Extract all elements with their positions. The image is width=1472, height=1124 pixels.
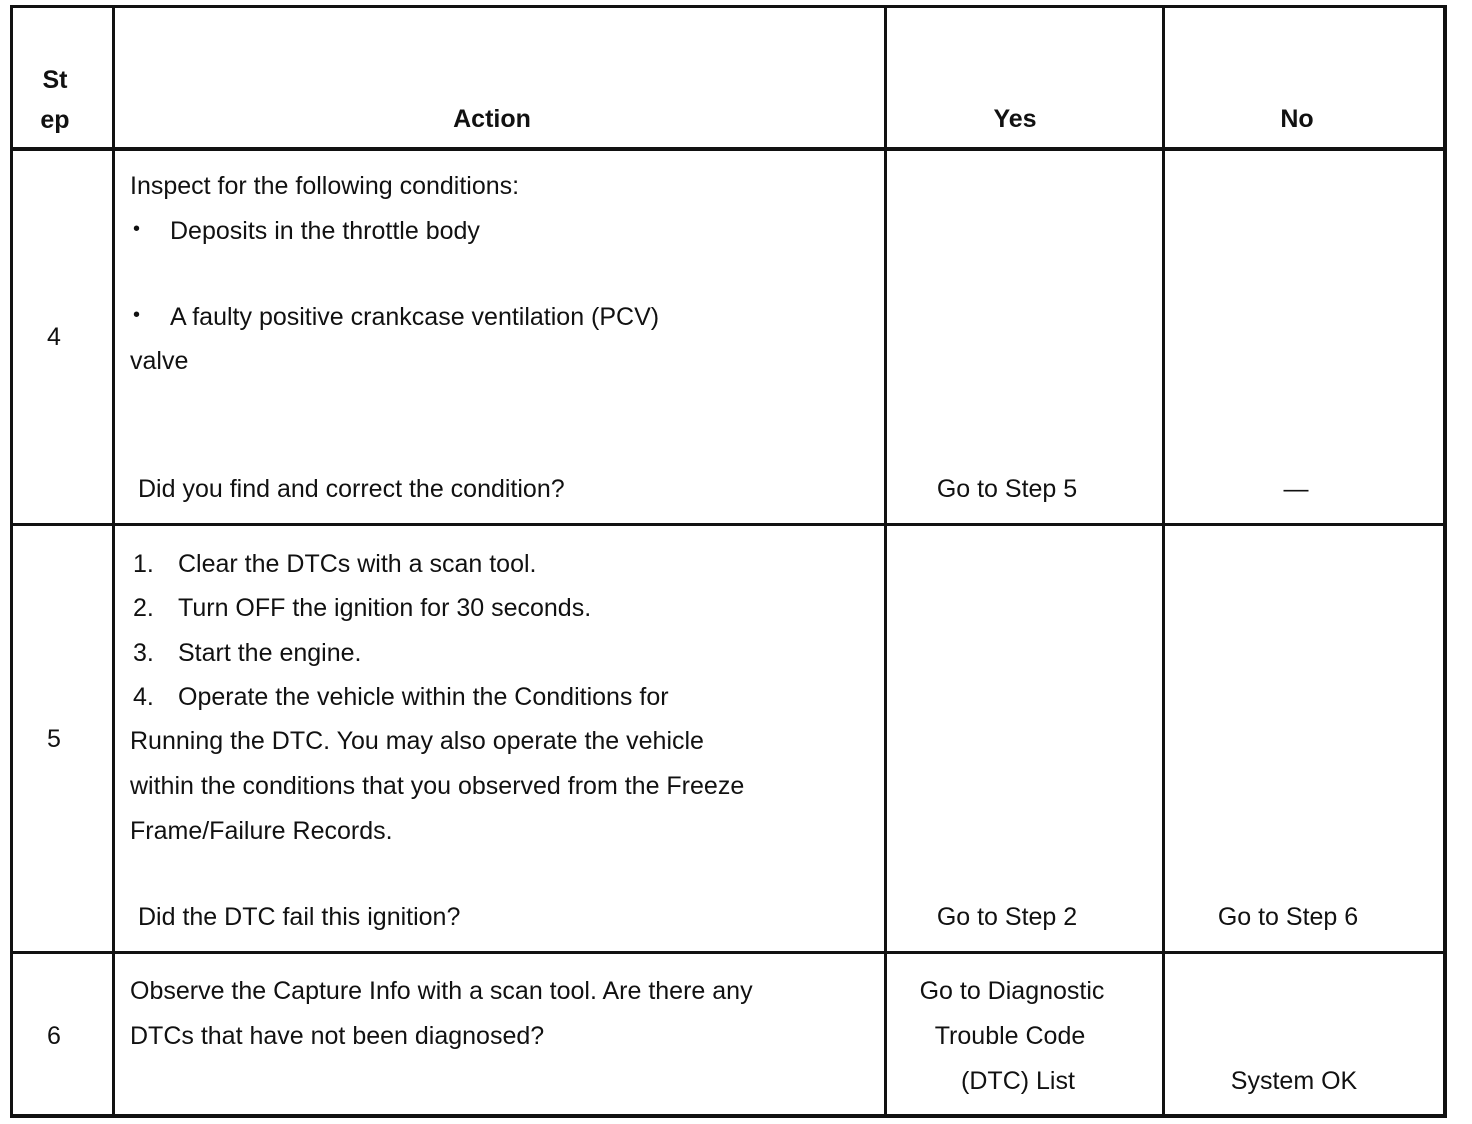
no-result: Go to Step 6: [1217, 903, 1359, 931]
table-border-top: [10, 5, 1447, 8]
list-item: Clear the DTCs with a scan tool.: [178, 550, 537, 578]
list-continuation: Running the DTC. You may also operate the vehicle: [130, 727, 704, 755]
column-divider: [1162, 5, 1165, 1118]
yes-result: Go to Step 5: [936, 475, 1078, 503]
bullet-item: Deposits in the throttle body: [170, 217, 480, 245]
column-divider: [112, 5, 115, 1118]
no-result: —: [1283, 475, 1309, 503]
header-yes: Yes: [993, 105, 1037, 133]
list-continuation: Frame/Failure Records.: [130, 817, 393, 845]
list-item: Turn OFF the ignition for 30 seconds.: [178, 594, 592, 622]
bullet-item: A faulty positive crankcase ventilation (PCV): [170, 303, 660, 331]
bullet-continuation: valve: [130, 347, 189, 375]
list-number: 1.: [133, 550, 154, 578]
action-text: DTCs that have not been diagnosed?: [130, 1022, 545, 1050]
row-divider: [10, 951, 1447, 954]
header-no: No: [1280, 105, 1314, 133]
yes-result: Trouble Code: [934, 1022, 1086, 1050]
action-question: Did the DTC fail this ignition?: [138, 903, 461, 931]
no-result: System OK: [1230, 1067, 1358, 1095]
yes-result: Go to Step 2: [936, 903, 1078, 931]
yes-result: (DTC) List: [961, 1067, 1075, 1095]
list-item: Start the engine.: [178, 639, 362, 667]
header-action: Action: [453, 105, 531, 133]
step-number: 4: [47, 323, 61, 351]
list-number: 2.: [133, 594, 154, 622]
step-number: 5: [47, 725, 61, 753]
list-number: 3.: [133, 639, 154, 667]
action-intro: Inspect for the following conditions:: [130, 172, 520, 200]
column-divider: [884, 5, 887, 1118]
row-divider: [10, 523, 1447, 526]
table-border-left: [10, 5, 13, 1118]
list-continuation: within the conditions that you observed from the Freeze: [130, 772, 745, 800]
header-divider: [10, 147, 1447, 151]
table-border-right: [1443, 5, 1447, 1118]
list-item: Operate the vehicle within the Conditions for: [178, 683, 669, 711]
header-step-line2: ep: [40, 106, 70, 134]
table-border-bottom: [10, 1114, 1447, 1118]
yes-result: Go to Diagnostic: [919, 977, 1105, 1005]
step-number: 6: [47, 1022, 61, 1050]
action-text: Observe the Capture Info with a scan tool. Are there any: [130, 977, 753, 1005]
bullet-icon: •: [133, 304, 141, 326]
header-step-line1: St: [42, 66, 68, 94]
bullet-icon: •: [133, 218, 141, 240]
list-number: 4.: [133, 683, 154, 711]
action-question: Did you find and correct the condition?: [138, 475, 565, 503]
